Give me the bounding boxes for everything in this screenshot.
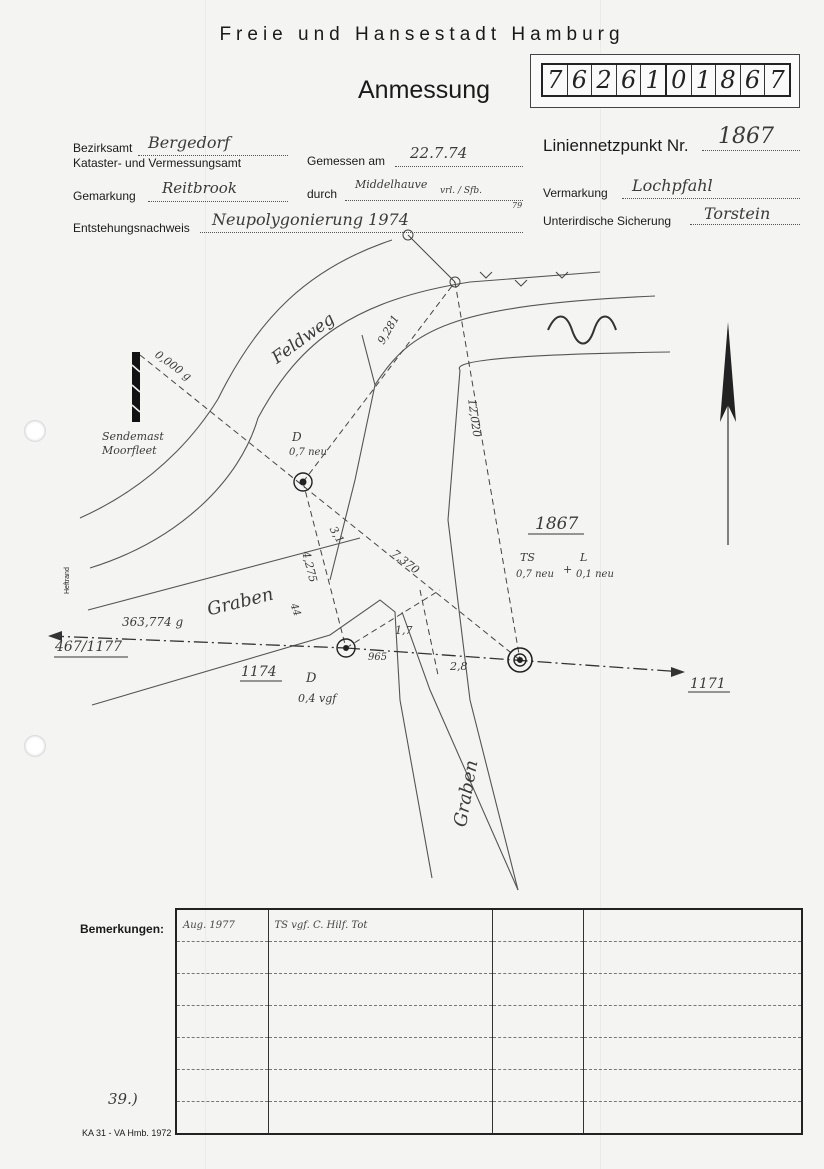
gemessen-value: 22.7.74	[410, 144, 468, 162]
number-digit: 7	[543, 65, 568, 95]
label-dist-7370: 7,370	[388, 547, 422, 577]
durch-extra: vrl. / Sfb.	[440, 186, 482, 196]
offset-line	[420, 590, 438, 675]
remarks-cell	[492, 909, 583, 942]
graben-left-bottom	[92, 600, 432, 878]
remarks-cell	[583, 909, 802, 942]
label-heftrand: Heftrand	[64, 567, 71, 594]
page-note: 39.)	[108, 1090, 138, 1108]
number-digit: 0	[667, 65, 692, 95]
table-row	[176, 1102, 802, 1135]
label-ts-sub: 0,7 neu	[516, 569, 554, 580]
line-mark-top	[408, 235, 455, 282]
durch-label: durch	[307, 187, 338, 201]
label-l-sub: 0,1 neu	[576, 569, 614, 580]
label-dist-31: 3,1	[326, 524, 347, 546]
table-row	[176, 1006, 802, 1038]
water-symbol	[548, 317, 616, 344]
remarks-table	[175, 908, 803, 1135]
label-d-bottom-sub: 0,4 vgf	[298, 692, 337, 705]
gemarkung-label: Gemarkung	[73, 189, 136, 203]
number-digit: 7	[769, 66, 785, 94]
number-digit: 6	[741, 65, 766, 95]
label-d-bottom: D	[306, 671, 317, 686]
label-d-top: D	[292, 430, 302, 444]
label-graben-horizontal: Graben	[205, 583, 276, 621]
label-point-467: 467/1177	[55, 639, 123, 655]
vermarkung-value: Lochpfahl	[632, 176, 713, 195]
kataster-label: Kataster- und Vermessungsamt	[73, 156, 242, 170]
graben-right-top	[459, 352, 670, 370]
survey-point-d-top-center	[300, 479, 306, 485]
survey-point-1174-center	[344, 646, 349, 651]
gemessen-label: Gemessen am	[307, 154, 386, 168]
liniennetzpunkt-value: 1867	[718, 124, 774, 149]
label-dist-17: 1,7	[395, 624, 413, 637]
remarks-note: TS vgf. C. Hilf. Tot	[268, 909, 492, 942]
remarks-label: Bemerkungen:	[80, 922, 165, 936]
survey-point-1867-center	[518, 658, 523, 663]
label-l: L	[580, 551, 588, 564]
unterirdisch-label: Unterirdische Sicherung	[543, 214, 672, 228]
label-point-1867: 1867	[535, 514, 579, 534]
bezirksamt-value: Bergedorf	[148, 133, 231, 152]
number-digit: 1	[641, 65, 667, 95]
bezirksamt-label: Bezirksamt	[73, 141, 133, 155]
entstehung-label: Entstehungsnachweis	[73, 221, 190, 235]
number-digit: 6	[617, 65, 642, 95]
unterirdisch-value: Torstein	[704, 204, 771, 223]
page-header-title: Freie und Hansestadt Hamburg	[219, 24, 625, 45]
number-digit: 2	[592, 65, 617, 95]
label-dist-363: 363,774 g	[122, 615, 184, 629]
line-1174-offset	[346, 590, 440, 648]
table-row	[176, 909, 802, 942]
durch-sub: 79	[512, 201, 523, 210]
label-dist-9281: 9,281	[375, 312, 403, 347]
label-dist-4275: 4,275	[299, 550, 320, 584]
label-dist-12020: 12,020	[465, 398, 484, 438]
label-feldweg: Feldweg	[268, 309, 339, 369]
vermarkung-label: Vermarkung	[543, 186, 608, 200]
label-dist-44: 44	[287, 602, 303, 618]
line-top-to-1867	[455, 282, 520, 660]
label-moorfleet: Moorfleet	[102, 444, 157, 457]
label-graben-vertical: Graben	[450, 758, 483, 829]
table-row	[176, 942, 802, 974]
number-digit: 6	[568, 65, 593, 95]
label-sendemast: Sendemast	[102, 430, 164, 443]
label-plus: +	[563, 563, 573, 576]
arrowhead-right	[671, 667, 685, 677]
label-dist-0000: 0,000 g	[152, 348, 195, 384]
feldweg-edge-outer	[218, 240, 392, 399]
number-digit: 1	[692, 65, 717, 95]
road-edge-right	[375, 296, 655, 385]
table-row	[176, 974, 802, 1006]
number-digit: 8	[716, 65, 741, 95]
entstehung-value: Neupolygonierung 1974	[212, 210, 409, 229]
label-dist-965: 965	[368, 652, 388, 663]
table-row	[176, 1038, 802, 1070]
label-point-1171: 1171	[690, 676, 726, 692]
form-id: KA 31 - VA Hmb. 1972	[82, 1128, 172, 1138]
label-dist-28: 2,8	[450, 660, 468, 673]
durch-value: Middelhauve	[355, 178, 428, 191]
remarks-date: Aug. 1977	[176, 909, 268, 942]
gemarkung-value: Reitbrook	[162, 179, 237, 197]
feldweg-edge-outer-lower	[80, 399, 218, 518]
liniennetzpunkt-label: Liniennetzpunkt Nr.	[543, 136, 689, 155]
label-point-1174: 1174	[241, 664, 277, 680]
line-sendemast-1867	[140, 355, 520, 660]
label-ts: TS	[520, 551, 535, 564]
form-title: Anmessung	[358, 76, 491, 104]
table-row	[176, 1070, 802, 1102]
label-d-top-sub: 0,7 neu	[289, 447, 327, 458]
